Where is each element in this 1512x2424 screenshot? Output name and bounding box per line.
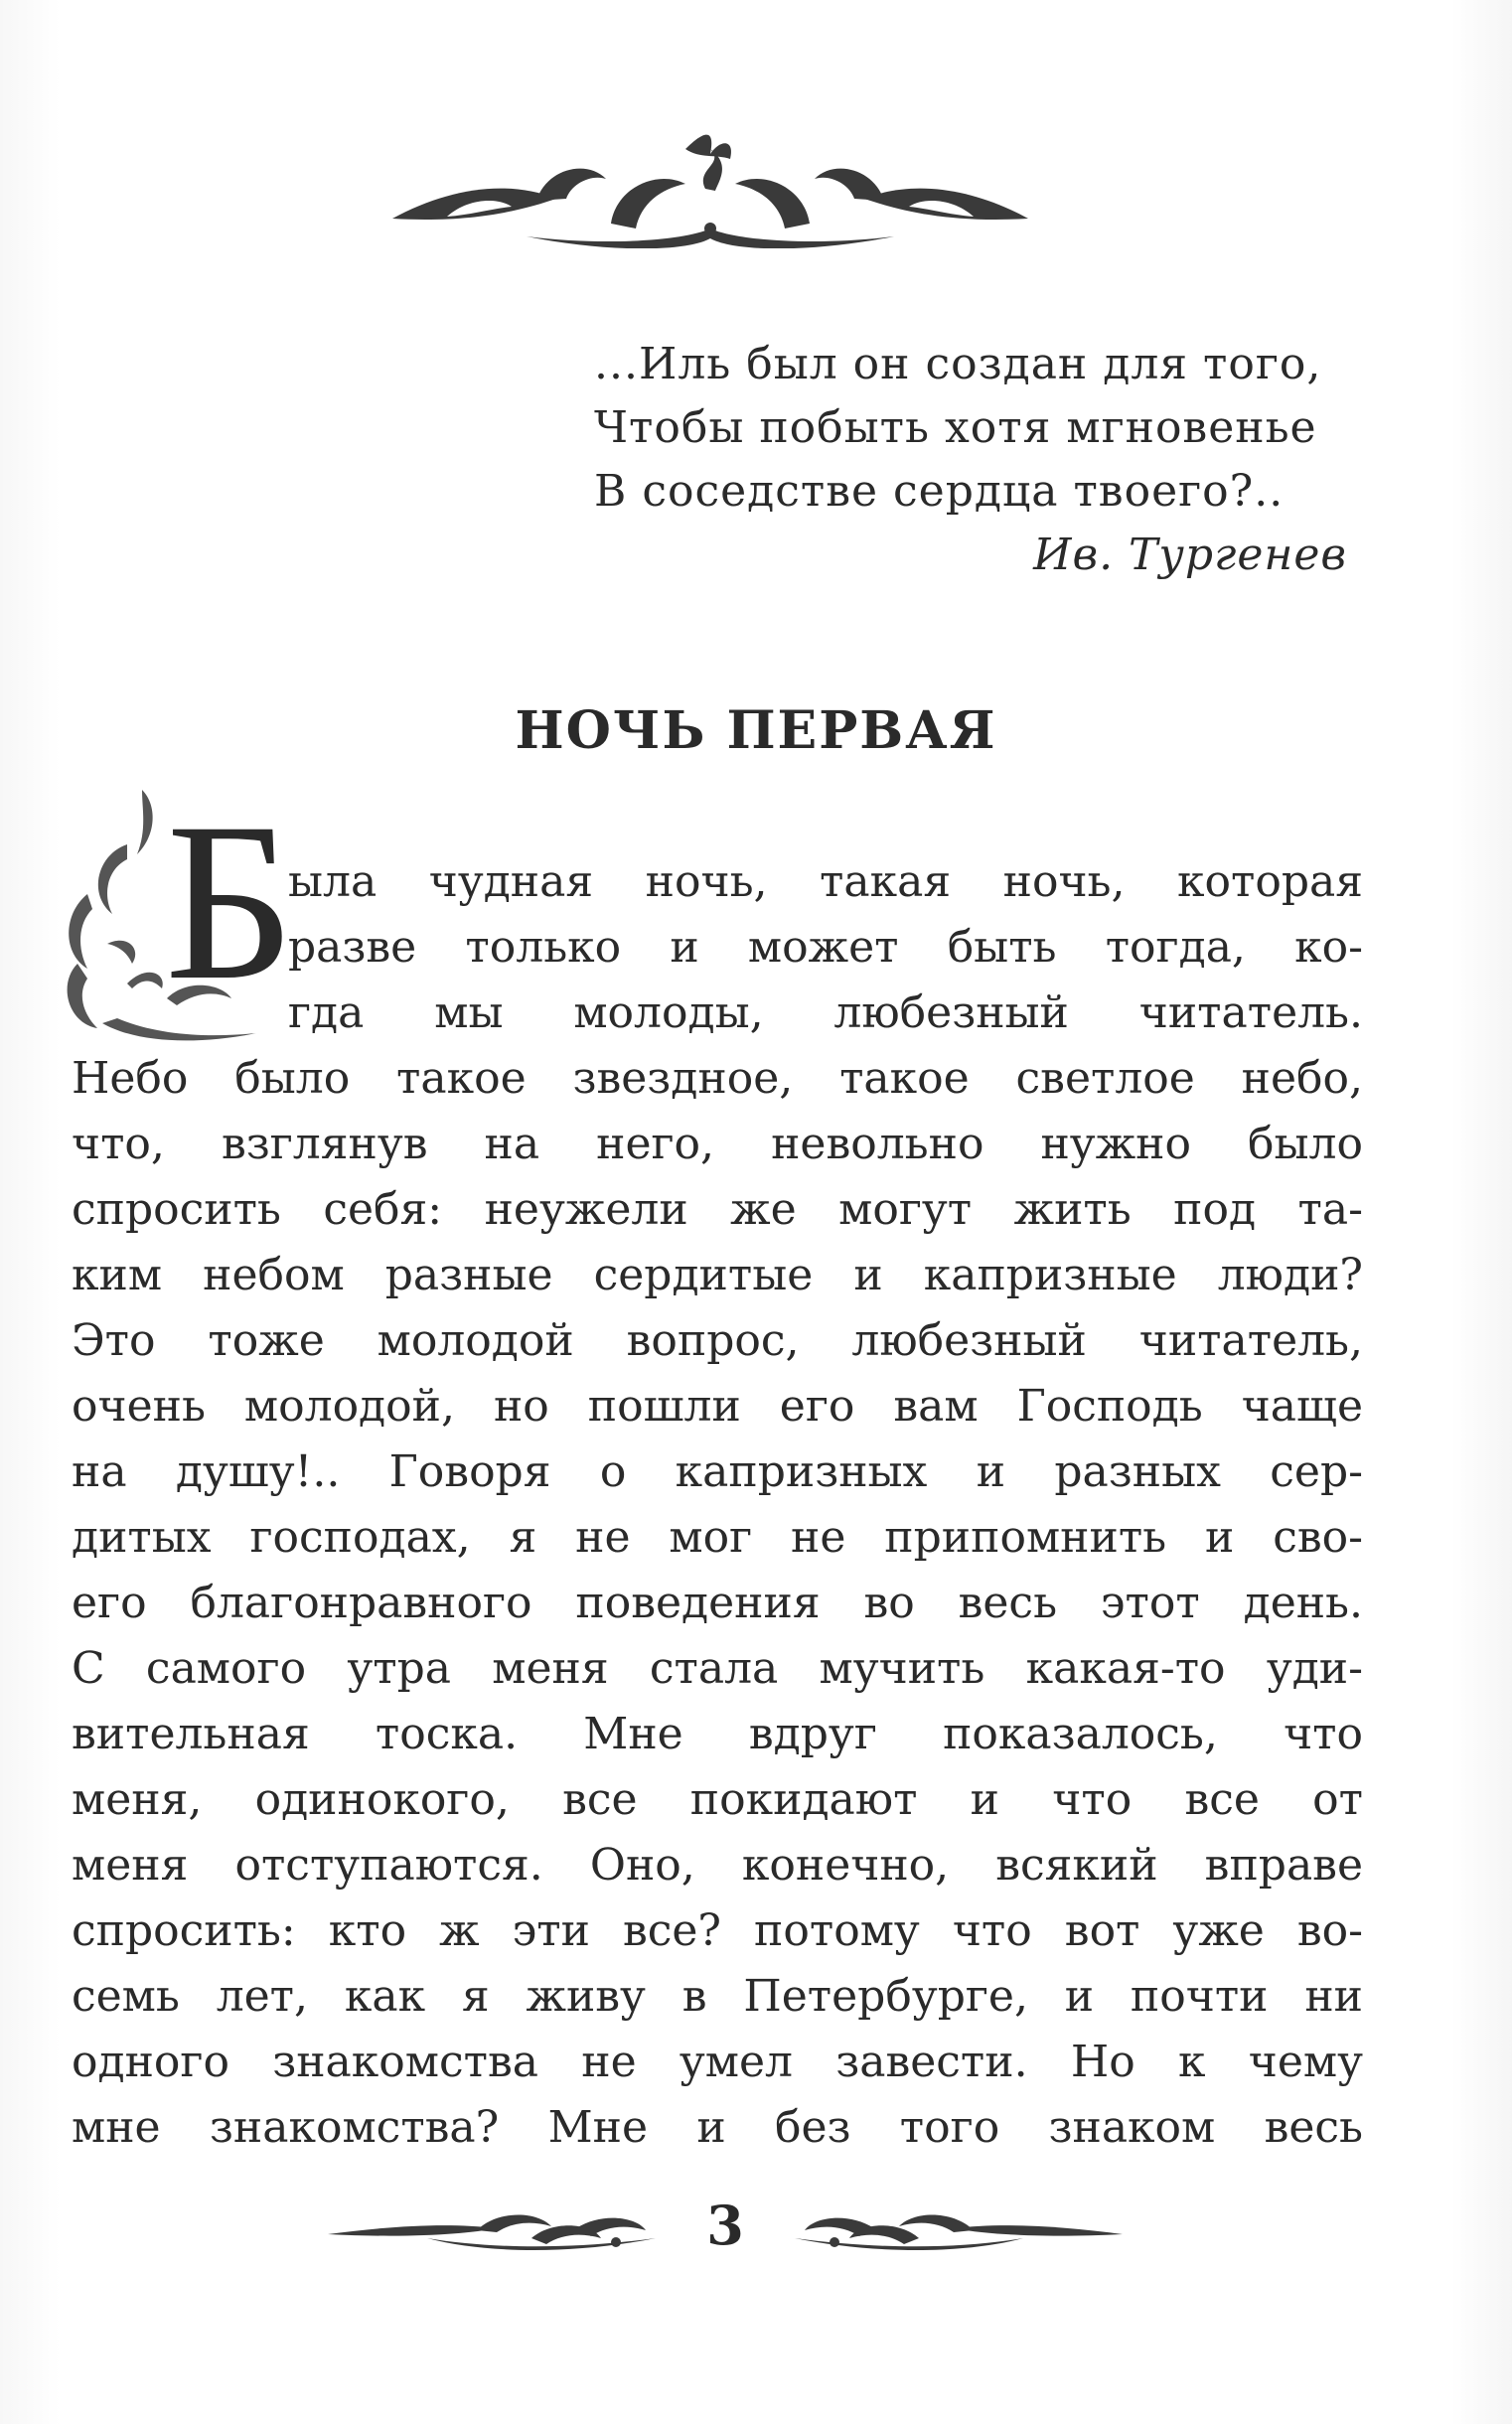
epigraph: [594, 333, 1359, 587]
text-line: семь лет, как я живу в Петербурге, и почти ни: [72, 1971, 1363, 2022]
text-line: спросить себя: неужели же могут жить под та-: [72, 1184, 1363, 1235]
text-line: одного знакомства не умел завести. Но к чему: [72, 2037, 1363, 2087]
page-number: 3: [706, 2194, 744, 2257]
text-line: спросить: кто ж эти все? потому что вот уже во-: [72, 1905, 1363, 1956]
text-line: дитых господах, я не мог не припомнить и сво-: [72, 1512, 1363, 1563]
text-line: на душу!.. Говоря о капризных и разных сер-: [72, 1446, 1363, 1497]
drop-cap-letter: Б: [165, 777, 295, 1027]
text-line: гда мы молоды, любезный читатель.: [288, 987, 1363, 1038]
text-line: вительная тоска. Мне вдруг показалось, что: [72, 1709, 1363, 1759]
text-line: Небо было такое звездное, такое светлое небо,: [72, 1053, 1363, 1104]
text-line: очень молодой, но пошли его вам Господь чаще: [72, 1381, 1363, 1432]
body-text: [72, 849, 1363, 2161]
text-line: ким небом разные сердитые и капризные люди?: [72, 1250, 1363, 1300]
page-footer: [328, 2191, 1123, 2270]
epigraph-line: Чтобы побыть хотя мгновенье: [594, 402, 1317, 453]
epigraph-author: Ив. Тургенев: [1033, 530, 1347, 580]
footer-ornament-right-icon: [785, 2208, 1123, 2252]
text-line: Это тоже молодой вопрос, любезный читатель,: [72, 1315, 1363, 1366]
text-line: разве только и может быть тогда, ко-: [288, 922, 1363, 973]
text-line: С самого утра меня стала мучить какая-то уди-: [72, 1643, 1363, 1694]
text-line: его благонравного поведения во весь этот день.: [72, 1578, 1363, 1628]
text-line: мне знакомства? Мне и без того знаком весь: [72, 2102, 1363, 2153]
text-line: меня отступаются. Оно, конечно, всякий вправе: [72, 1840, 1363, 1891]
top-ornament-icon: [387, 129, 1033, 248]
text-line: ыла чудная ночь, такая ночь, которая: [288, 856, 1363, 907]
epigraph-line: В соседстве сердца твоего?..: [594, 466, 1285, 517]
text-line: что, взглянув на него, невольно нужно было: [72, 1119, 1363, 1169]
text-line: меня, одинокого, все покидают и что все от: [72, 1774, 1363, 1825]
epigraph-line: ...Иль был он создан для того,: [594, 339, 1322, 389]
chapter-title: НОЧЬ ПЕРВАЯ: [515, 700, 997, 761]
